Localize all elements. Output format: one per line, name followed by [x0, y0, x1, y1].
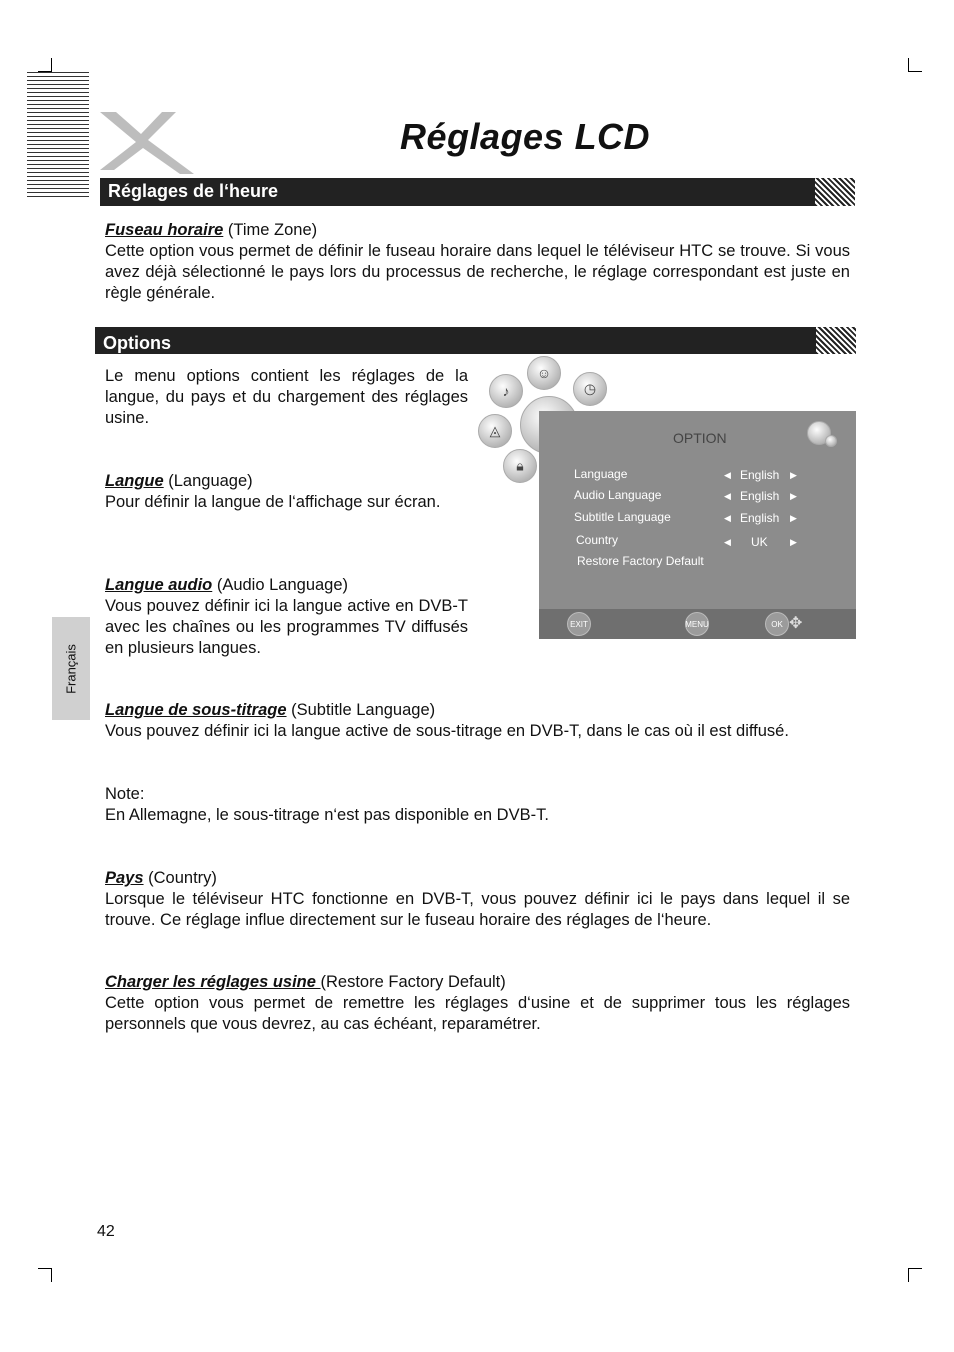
arrow-right-icon: ▶ — [790, 470, 797, 480]
brand-logo-icon — [96, 108, 196, 178]
section-heading-time-label: Réglages de l‘heure — [108, 181, 279, 201]
menu-orb-time — [573, 372, 607, 406]
fuseau-body: Cette option vous permet de définir le fuseau horaire dans lequel le téléviseur HTC se trouve. Si vous avez déjà sélectionné le pays lors du processus de recherche, le réglage correspondant est juste en règle générale. — [105, 242, 850, 302]
crop-mark-top-left — [38, 58, 52, 72]
option-row-label: Audio Language — [574, 488, 662, 502]
langue-subtitle: (Language) — [163, 472, 253, 490]
option-row-label: Country — [576, 533, 619, 547]
pays-paragraph — [105, 868, 850, 931]
langue-term: Langue — [105, 472, 164, 490]
language-side-tab-label: Français — [63, 643, 79, 694]
langue-body: Pour définir la langue de l‘affichage sur écran. — [105, 493, 441, 511]
langue-paragraph — [105, 471, 468, 513]
exit-button: EXIT — [567, 612, 591, 636]
arrow-right-icon: ▶ — [790, 537, 797, 547]
note-paragraph — [105, 784, 850, 826]
page-title: Réglages LCD — [400, 116, 651, 157]
heading-dots-pattern — [816, 327, 856, 354]
crop-mark-top-right — [908, 58, 922, 72]
ok-button: OK — [765, 612, 789, 636]
option-row-value: English — [740, 468, 780, 482]
arrow-right-icon: ▶ — [790, 513, 797, 523]
crop-mark-bottom-right — [908, 1268, 922, 1282]
pays-body: Lorsque le téléviseur HTC fonctionne en DVB-T, vous pouvez définir ici le pays dans lequel il se trouve. Ce réglage influe directement sur le fuseau horaire des réglages de l‘heure. — [105, 890, 850, 929]
clock-icon: ◷ — [583, 380, 597, 397]
navigation-arrows-icon: ✥ — [789, 615, 803, 632]
picture-icon: ☺ — [536, 365, 552, 381]
option-menu-title: OPTION — [673, 430, 727, 446]
reset-subtitle: (Restore Factory Default) — [320, 973, 506, 991]
fuseau-subtitle: (Time Zone) — [223, 221, 318, 239]
option-row-value: UK — [751, 535, 768, 549]
options-intro-text: Le menu options contient les réglages de la langue, du pays et du chargement des réglages usine. — [105, 367, 468, 427]
audio-term: Langue audio — [105, 576, 213, 594]
language-side-tab — [52, 617, 90, 720]
speaker-icon: ♪ — [502, 383, 510, 399]
page-number: 42 — [97, 1223, 115, 1240]
menu-orb-sound — [489, 374, 523, 408]
subtitle-body: Vous pouvez définir ici la langue active de sous-titrage en DVB-T, dans le cas où il est diffusé. — [105, 722, 789, 740]
subtitle-term: Langue de sous-titrage — [105, 701, 287, 719]
audio-body: Vous pouvez définir ici la langue active en DVB-T avec les chaînes ou les programmes TV diffusés en plusieurs langues. — [105, 597, 468, 657]
menu-orb-channel — [478, 414, 512, 448]
note-label: Note: — [105, 785, 145, 803]
menu-orb-lock — [503, 449, 537, 483]
pays-term: Pays — [105, 869, 144, 887]
crop-mark-bottom-left — [38, 1268, 52, 1282]
restore-factory-item: Restore Factory Default — [577, 554, 704, 568]
arrow-left-icon: ◀ — [724, 537, 731, 547]
menu-orb-picture — [527, 356, 561, 390]
fuseau-paragraph — [105, 220, 850, 304]
arrow-left-icon: ◀ — [724, 470, 731, 480]
header-stripes — [27, 72, 89, 200]
audio-paragraph — [105, 575, 468, 659]
arrow-left-icon: ◀ — [724, 491, 731, 501]
option-row-label: Subtitle Language — [574, 510, 671, 524]
subtitle-paragraph — [105, 700, 850, 742]
option-row-value: English — [740, 489, 780, 503]
arrow-right-icon: ▶ — [790, 491, 797, 501]
reset-term: Charger les réglages usine — [105, 973, 321, 991]
option-row-value: English — [740, 511, 780, 525]
option-row-label: Language — [574, 467, 628, 481]
option-menu-screenshot — [539, 411, 856, 639]
note-body: En Allemagne, le sous-titrage n‘est pas disponible en DVB-T. — [105, 806, 549, 824]
reset-paragraph — [105, 972, 850, 1035]
heading-dots-pattern — [815, 178, 855, 206]
options-intro — [105, 366, 468, 429]
audio-subtitle: (Audio Language) — [212, 576, 349, 594]
lock-icon: 🔒︎ — [516, 457, 524, 474]
channel-icon: ◬ — [489, 422, 501, 439]
fuseau-term: Fuseau horaire — [105, 221, 224, 239]
reset-body: Cette option vous permet de remettre les réglages d‘usine et de supprimer tous les réglages personnels que vous devrez, au cas échéant, reparamétrer. — [105, 994, 850, 1033]
section-heading-options-label: Options — [103, 333, 171, 353]
menu-button: MENU — [685, 612, 709, 636]
subtitle-subtitle: (Subtitle Language) — [286, 701, 436, 719]
bubbles-decoration-icon — [825, 435, 837, 447]
section-heading-time — [100, 178, 855, 206]
pays-subtitle: (Country) — [143, 869, 217, 887]
arrow-left-icon: ◀ — [724, 513, 731, 523]
option-menu-footer — [539, 609, 856, 639]
section-heading-options — [95, 327, 856, 354]
